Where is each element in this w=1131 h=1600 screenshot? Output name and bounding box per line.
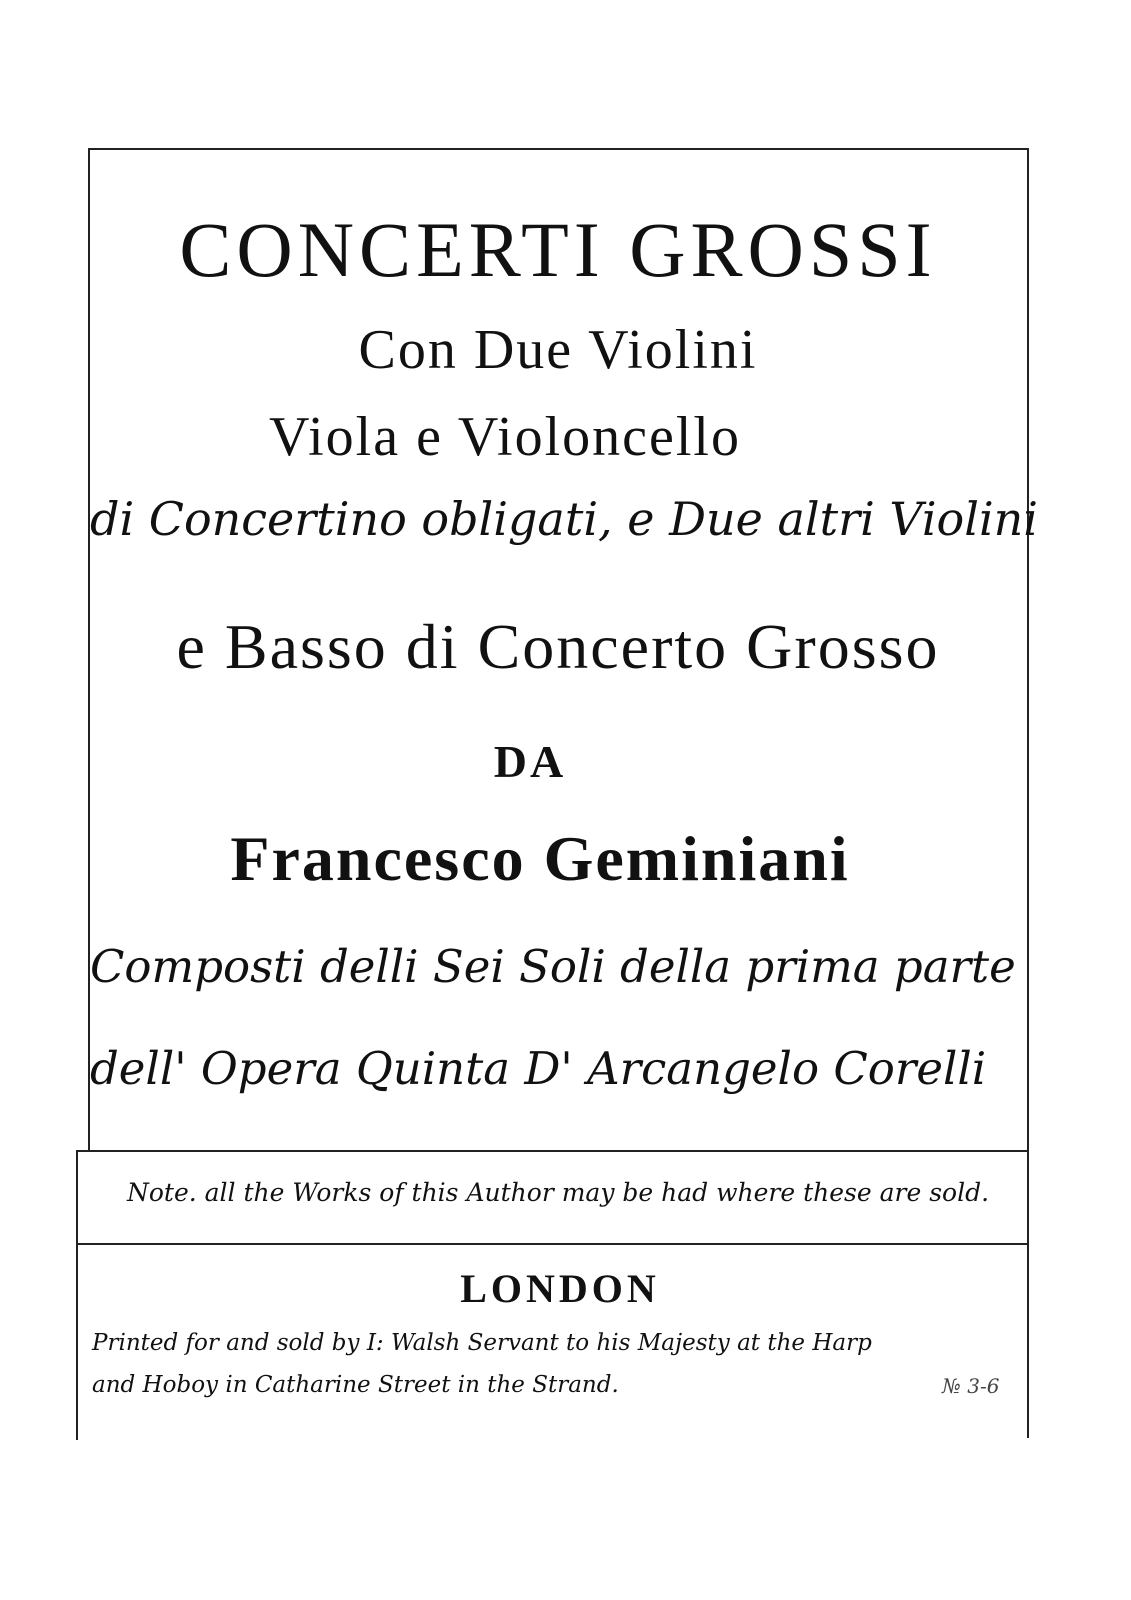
publisher-note: Note. all the Works of this Author may be had where these are sold. — [126, 1178, 990, 1207]
imprint-line: and Hoboy in Catharine Street in the Strand. — [92, 1372, 619, 1398]
frame-left-lower-border — [76, 1150, 78, 1440]
imprint-line: Printed for and sold by I: Walsh Servant to his Majesty at the Harp — [92, 1330, 872, 1356]
subtitle-line: e Basso di Concerto Grosso — [176, 611, 940, 682]
script-line: dell' Opera Quinta D' Arcangelo Corelli — [90, 1042, 987, 1095]
subtitle-line: Con Due Violini — [358, 319, 758, 381]
composer-name: Francesco Geminiani — [230, 823, 850, 894]
divider-rule — [76, 1243, 1029, 1245]
plate-number: № 3-6 — [942, 1374, 1000, 1398]
page-title: CONCERTI GROSSI — [179, 206, 937, 293]
subtitle-line: Viola e Violoncello — [269, 406, 741, 468]
script-line: Composti delli Sei Soli della prima parte — [90, 940, 1016, 993]
script-line: di Concertino obligati, e Due altri Violini — [90, 492, 1039, 546]
attribution-da: DA — [493, 736, 567, 787]
imprint-city: LONDON — [460, 1266, 660, 1311]
divider-rule — [76, 1150, 1029, 1152]
frame-top-border — [88, 148, 1029, 150]
